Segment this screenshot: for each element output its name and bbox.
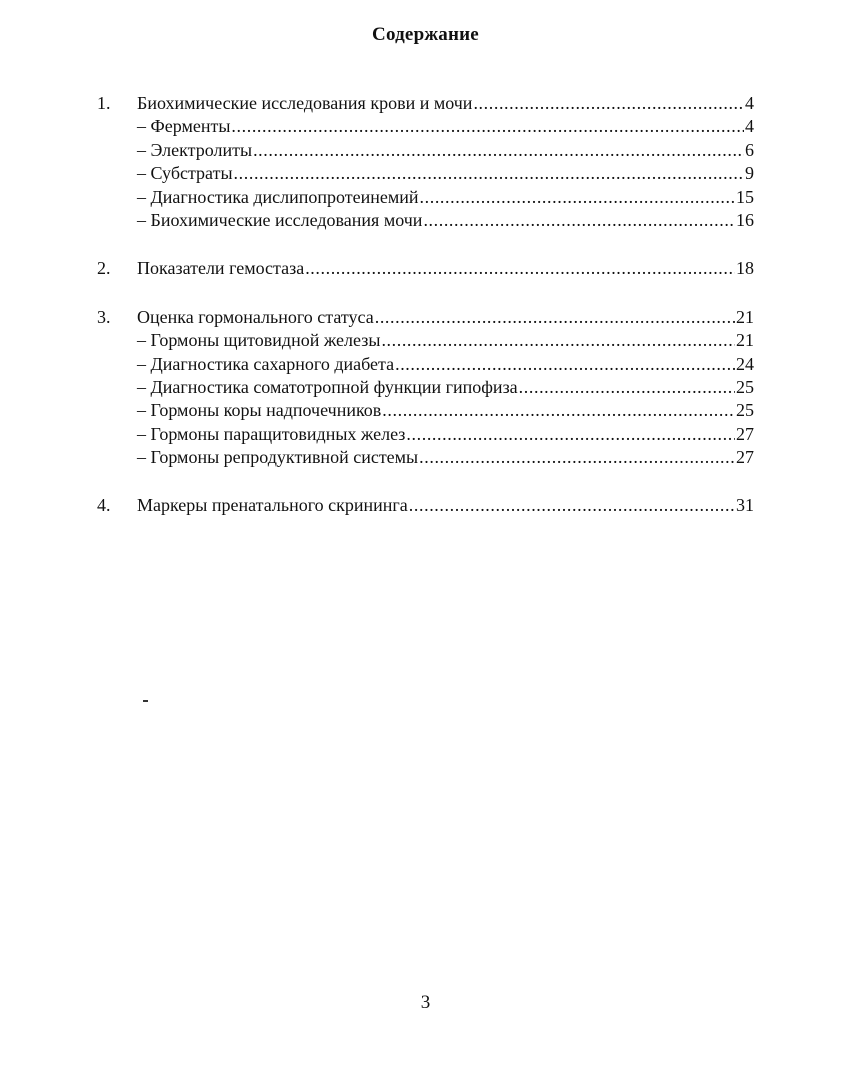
section-number: 3.: [97, 306, 111, 327]
dot-leader: [375, 306, 735, 329]
toc-subentry: [97, 209, 754, 232]
page-ref: 6: [745, 139, 754, 160]
subsection-title: – Диагностика дислипопротеинемий: [137, 186, 419, 209]
toc-section: [97, 306, 754, 470]
table-of-contents: [97, 92, 754, 543]
page-ref: 27: [736, 447, 754, 468]
section-number: 1.: [97, 93, 111, 113]
toc-subentry: [97, 423, 754, 446]
page-ref: 16: [736, 209, 754, 230]
page-ref: 31: [736, 495, 754, 516]
subsection-title: – Диагностика сахарного диабета: [137, 353, 394, 376]
toc-subentry: [97, 399, 754, 422]
toc-subentry: [97, 186, 754, 209]
subsection-title: – Гормоны репродуктивной системы: [137, 446, 418, 469]
dot-leader: [305, 257, 735, 280]
page-ref: 27: [736, 423, 754, 444]
dot-leader: [423, 209, 735, 232]
page-ref: 4: [745, 116, 754, 137]
subsection-title: – Диагностика соматотропной функции гипофиза: [137, 376, 518, 399]
subsection-title: – Электролиты: [137, 139, 252, 162]
page-ref: 25: [736, 376, 754, 397]
subsection-title: – Гормоны коры надпочечников: [137, 399, 381, 422]
page-ref: 24: [736, 353, 754, 374]
toc-subentry: [97, 353, 754, 376]
dot-leader: [473, 92, 744, 115]
dot-leader: [419, 446, 735, 469]
page-title: Содержание: [372, 24, 479, 45]
dot-leader: [381, 329, 735, 352]
toc-subentry: [97, 162, 754, 185]
section-title: Маркеры пренатального скрининга: [137, 495, 408, 516]
toc-subentry: [97, 376, 754, 399]
toc-subentry: [97, 446, 754, 469]
subsection-title: – Гормоны щитовидной железы: [137, 329, 380, 352]
section-title: Биохимические исследования крови и мочи: [137, 93, 473, 113]
dot-leader: [253, 139, 744, 162]
page-ref: 21: [736, 330, 754, 351]
dot-leader: [382, 399, 735, 422]
toc-section: [97, 494, 754, 517]
subsection-title: – Биохимические исследования мочи: [137, 209, 422, 232]
scan-speck: [143, 700, 148, 702]
page-ref: 15: [736, 186, 754, 207]
dot-leader: [409, 494, 735, 517]
section-number: 2.: [97, 258, 111, 279]
page-ref: 9: [745, 163, 754, 184]
toc-subentry: [97, 329, 754, 352]
toc-entry: [97, 257, 754, 280]
dot-leader: [519, 376, 735, 399]
section-title: Показатели гемостаза: [137, 258, 305, 279]
section-number: 4.: [97, 495, 111, 516]
dot-leader: [234, 162, 744, 185]
toc-section: [97, 92, 754, 232]
toc-subentry: [97, 115, 754, 138]
subsection-title: – Ферменты: [137, 115, 230, 138]
section-title: Оценка гормонального статуса: [137, 306, 374, 327]
dot-leader: [406, 423, 735, 446]
dot-leader: [231, 115, 744, 138]
toc-entry: [97, 92, 754, 115]
page-ref: 21: [736, 306, 754, 327]
page-ref: 25: [736, 400, 754, 421]
toc-subentry: [97, 139, 754, 162]
toc-entry: [97, 494, 754, 517]
page-number: 3: [420, 992, 431, 1013]
toc-section: [97, 257, 754, 280]
toc-entry: [97, 306, 754, 329]
page-ref: 18: [736, 258, 754, 279]
page-ref: 4: [745, 93, 754, 113]
dot-leader: [395, 353, 735, 376]
subsection-title: – Гормоны паращитовидных желез: [137, 423, 405, 446]
subsection-title: – Субстраты: [137, 162, 233, 185]
dot-leader: [420, 186, 735, 209]
